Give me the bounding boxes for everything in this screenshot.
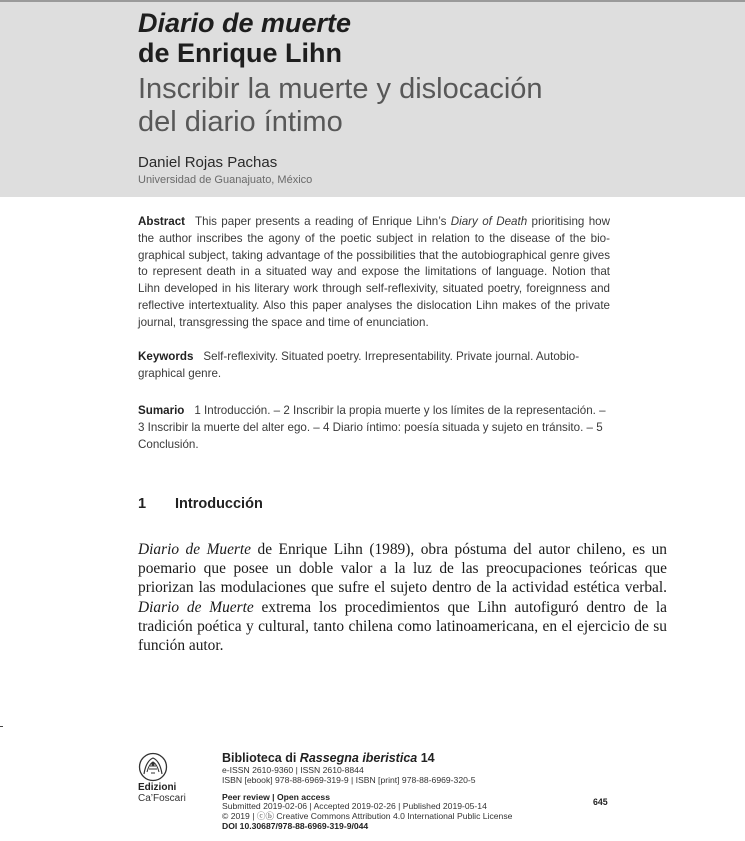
keywords-text: Self-reflexivity. Situated poetry. Irrepresentability. Private journal. Autobio-graphical genre. xyxy=(138,350,580,380)
body-italic-title-2: Diario de Muerte xyxy=(138,598,254,616)
series-number: 14 xyxy=(417,751,435,765)
peer-review-line: Peer review | Open access xyxy=(222,791,330,802)
isbn-line: ISBN [ebook] 978-88-6969-319-9 | ISBN [print] 978-88-6969-320-5 xyxy=(222,774,476,785)
abstract-text-start: This paper presents a reading of Enrique Lihn’s xyxy=(195,215,451,228)
author-affiliation: Universidad de Guanajuato, México xyxy=(138,174,313,186)
sumario-label: Sumario xyxy=(138,404,185,417)
subtitle-line-2: del diario íntimo xyxy=(138,106,343,138)
publisher-name: Edizioni xyxy=(138,782,177,793)
section-heading xyxy=(138,496,263,512)
title-line-2: de Enrique Lihn xyxy=(138,38,343,68)
section-title: Introducción xyxy=(175,496,263,512)
section-number: 1 xyxy=(138,496,147,512)
issn-line: e-ISSN 2610-9360 | ISSN 2610-8844 xyxy=(222,765,364,775)
lion-emblem-icon xyxy=(138,752,168,782)
keywords xyxy=(138,349,610,383)
series-prefix: Biblioteca di xyxy=(222,751,300,765)
abstract xyxy=(138,214,610,332)
author-name: Daniel Rojas Pachas xyxy=(138,154,278,171)
body-paragraph xyxy=(138,540,667,655)
publisher-sub: Ca’Foscari xyxy=(138,793,186,804)
doi-link[interactable]: DOI 10.30687/978-88-6969-319-9/044 xyxy=(222,820,369,831)
subtitle-line-1: Inscribir la muerte y dislocación xyxy=(138,73,543,105)
abstract-italic-title: Diary of Death xyxy=(450,215,528,228)
body-text-1: de Enrique Lihn (1989), obra póstuma del autor chileno, es un poemario que posee un doble valor a la luz de las preocupaciones teóricas que priorizan las modulaciones que sufre el sujeto dentro de la actividad estética verbal. xyxy=(138,541,667,597)
sumario-text: 1 Introducción. – 2 Inscribir la propia muerte y los límites de la representación. – 3 Inscribir la muerte del alter ego. – 4 Diario íntimo: poesía situada y sujeto en tránsito. – 5 Conclusión. xyxy=(138,404,606,451)
series-title xyxy=(222,751,612,766)
abstract-text-end: prioritising how the author inscribes the agony of the poetic subject in relation to the disease of the bio-graphical subject, taking advantage of the possibilities that the autobiographical genre gives to represent death in a situated way and expose the limitations of language. Notion that Lihn developed in his literary work through self-reflexivity, situated poetry, foreignness and reflective intertextuality. Also this paper analyses the dislocation Lihn makes of the private journal, transgressing the space and time of enunciation. xyxy=(138,215,610,329)
page-number: 645 xyxy=(593,797,608,807)
series-italic: Rassegna iberistica xyxy=(299,751,418,765)
keywords-label: Keywords xyxy=(138,350,194,363)
article-header xyxy=(0,0,745,197)
body-italic-title-1: Diario de Muerte xyxy=(138,541,252,558)
title-line-1: Diario de muerte xyxy=(138,8,352,38)
body-text-2: extrema los procedimientos que Lihn autofiguró dentro de la tradición poética y cultural, tanto chilena como latinoamericana, en el ejercicio de su función autor. xyxy=(138,598,667,655)
license-line: © 2019 | ⓒⓑ Creative Commons Attribution 4.0 International Public License xyxy=(222,811,513,822)
margin-tick xyxy=(0,726,3,727)
dates-line: Submitted 2019-02-06 | Accepted 2019-02-26 | Published 2019-05-14 xyxy=(222,801,487,812)
publication-info xyxy=(222,751,612,832)
abstract-label: Abstract xyxy=(138,215,186,228)
sumario xyxy=(138,403,610,453)
publisher-logo xyxy=(138,752,188,804)
